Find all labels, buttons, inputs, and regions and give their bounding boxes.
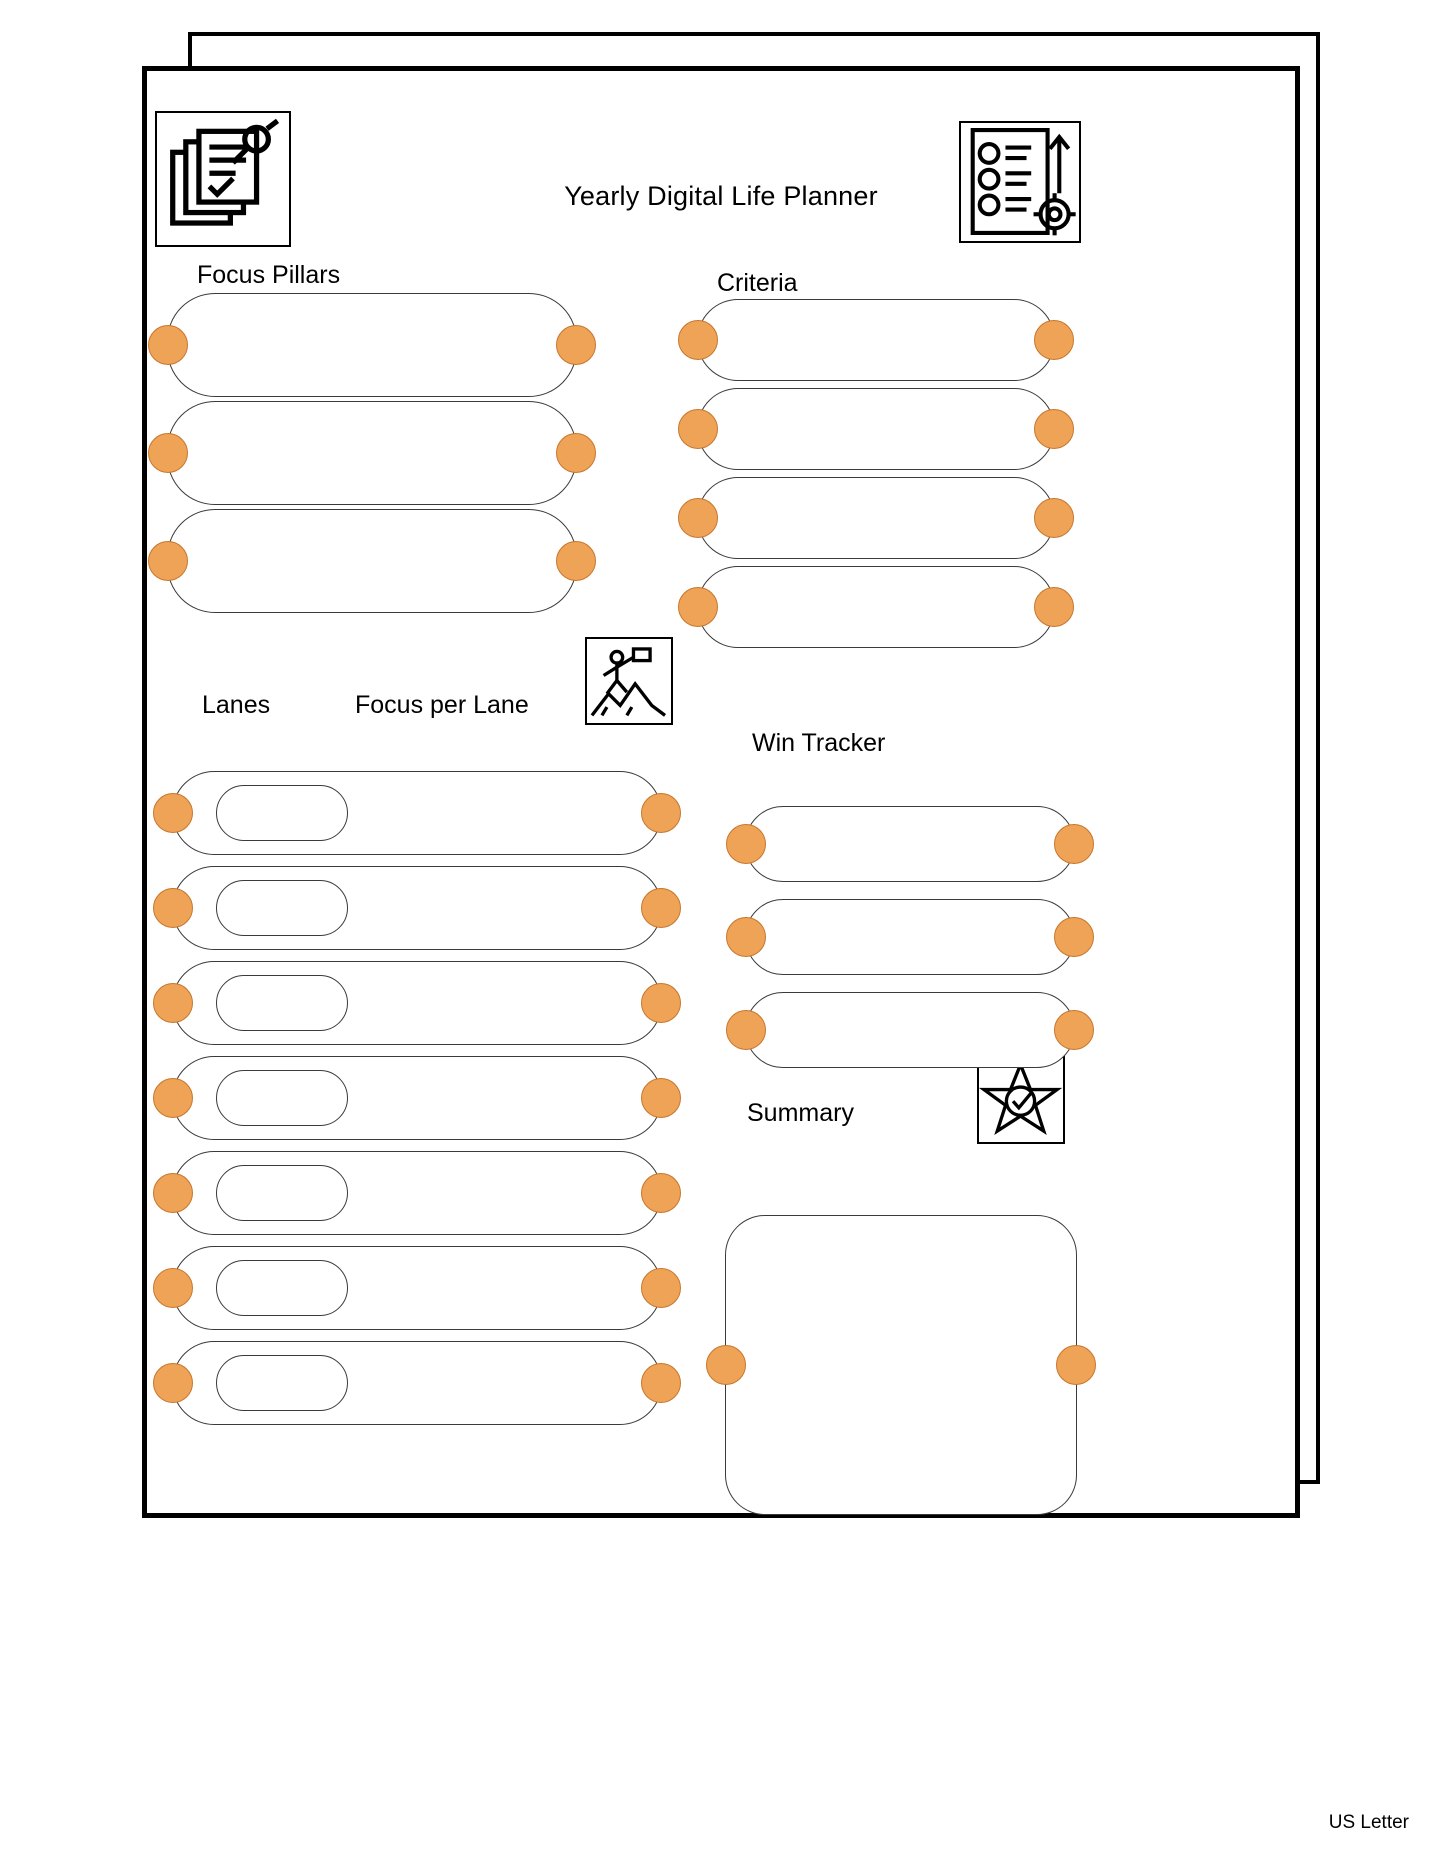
- lane-name-field[interactable]: [216, 785, 348, 841]
- win-tracker-field[interactable]: [745, 992, 1075, 1068]
- lane-row[interactable]: [172, 771, 662, 855]
- section-label-criteria: Criteria: [717, 269, 798, 297]
- lane-row[interactable]: [172, 1056, 662, 1140]
- win-tracker-row[interactable]: [745, 806, 1075, 882]
- pill-knob-right[interactable]: [641, 1363, 681, 1403]
- focus-pillar-row[interactable]: [167, 401, 577, 505]
- page-sheet-front: [142, 66, 1300, 1518]
- criteria-row[interactable]: [697, 299, 1055, 381]
- lane-name-field[interactable]: [216, 1165, 348, 1221]
- focus-pillar-field[interactable]: [167, 509, 577, 613]
- pill-knob-right[interactable]: [641, 888, 681, 928]
- pill-knob-right[interactable]: [1054, 1010, 1094, 1050]
- lane-row[interactable]: [172, 1246, 662, 1330]
- summary-row[interactable]: [725, 1215, 1077, 1515]
- pill-knob-left[interactable]: [726, 917, 766, 957]
- pill-knob-left[interactable]: [726, 1010, 766, 1050]
- win-tracker-field[interactable]: [745, 899, 1075, 975]
- pill-knob-left[interactable]: [678, 409, 718, 449]
- page-title: Yearly Digital Life Planner: [564, 181, 878, 211]
- win-tracker-row[interactable]: [745, 899, 1075, 975]
- criteria-field[interactable]: [697, 566, 1055, 648]
- lane-name-field[interactable]: [216, 1260, 348, 1316]
- pill-knob-left[interactable]: [153, 1078, 193, 1118]
- pill-knob-right[interactable]: [556, 433, 596, 473]
- section-label-focus-pillars: Focus Pillars: [197, 261, 341, 289]
- pill-knob-right[interactable]: [641, 1173, 681, 1213]
- win-tracker-row[interactable]: [745, 992, 1075, 1068]
- criteria-field[interactable]: [697, 477, 1055, 559]
- section-label-summary: Summary: [747, 1099, 854, 1127]
- pill-knob-right[interactable]: [556, 541, 596, 581]
- pill-knob-left[interactable]: [148, 541, 188, 581]
- lane-row[interactable]: [172, 961, 662, 1045]
- pill-knob-left[interactable]: [678, 587, 718, 627]
- pill-knob-right[interactable]: [556, 325, 596, 365]
- focus-pillar-field[interactable]: [167, 401, 577, 505]
- summary-field[interactable]: [725, 1215, 1077, 1515]
- pill-knob-right[interactable]: [641, 793, 681, 833]
- checklist-documents-pin-icon: [155, 111, 291, 247]
- pill-knob-left[interactable]: [153, 1268, 193, 1308]
- pill-knob-right[interactable]: [641, 983, 681, 1023]
- lane-name-field[interactable]: [216, 1355, 348, 1411]
- pill-knob-left[interactable]: [706, 1345, 746, 1385]
- lane-row[interactable]: [172, 866, 662, 950]
- lane-row[interactable]: [172, 1341, 662, 1425]
- numbered-list-gear-icon: [959, 121, 1081, 243]
- pill-knob-right[interactable]: [1056, 1345, 1096, 1385]
- pill-knob-left[interactable]: [153, 983, 193, 1023]
- criteria-row[interactable]: [697, 477, 1055, 559]
- section-label-win-tracker: Win Tracker: [752, 729, 886, 757]
- focus-pillar-row[interactable]: [167, 293, 577, 397]
- focus-pillar-row[interactable]: [167, 509, 577, 613]
- pill-knob-left[interactable]: [148, 433, 188, 473]
- criteria-row[interactable]: [697, 388, 1055, 470]
- focus-pillar-field[interactable]: [167, 293, 577, 397]
- pill-knob-left[interactable]: [153, 1173, 193, 1213]
- pill-knob-right[interactable]: [1034, 409, 1074, 449]
- lane-row[interactable]: [172, 1151, 662, 1235]
- criteria-field[interactable]: [697, 388, 1055, 470]
- climber-flag-icon: [585, 637, 673, 725]
- pill-knob-right[interactable]: [641, 1268, 681, 1308]
- pill-knob-left[interactable]: [678, 320, 718, 360]
- lane-name-field[interactable]: [216, 880, 348, 936]
- pill-knob-left[interactable]: [726, 824, 766, 864]
- criteria-field[interactable]: [697, 299, 1055, 381]
- criteria-row[interactable]: [697, 566, 1055, 648]
- pill-knob-left[interactable]: [153, 793, 193, 833]
- paper-size-label: US Letter: [1328, 1812, 1409, 1833]
- section-label-focus-per-lane: Focus per Lane: [355, 691, 529, 719]
- pill-knob-left[interactable]: [153, 888, 193, 928]
- lane-name-field[interactable]: [216, 975, 348, 1031]
- win-tracker-field[interactable]: [745, 806, 1075, 882]
- pill-knob-left[interactable]: [678, 498, 718, 538]
- star-check-icon: [977, 1056, 1065, 1144]
- pill-knob-right[interactable]: [1054, 917, 1094, 957]
- pill-knob-right[interactable]: [1034, 320, 1074, 360]
- pill-knob-right[interactable]: [641, 1078, 681, 1118]
- pill-knob-right[interactable]: [1034, 587, 1074, 627]
- lane-name-field[interactable]: [216, 1070, 348, 1126]
- section-label-lanes: Lanes: [202, 691, 271, 719]
- pill-knob-left[interactable]: [148, 325, 188, 365]
- pill-knob-left[interactable]: [153, 1363, 193, 1403]
- pill-knob-right[interactable]: [1054, 824, 1094, 864]
- pill-knob-right[interactable]: [1034, 498, 1074, 538]
